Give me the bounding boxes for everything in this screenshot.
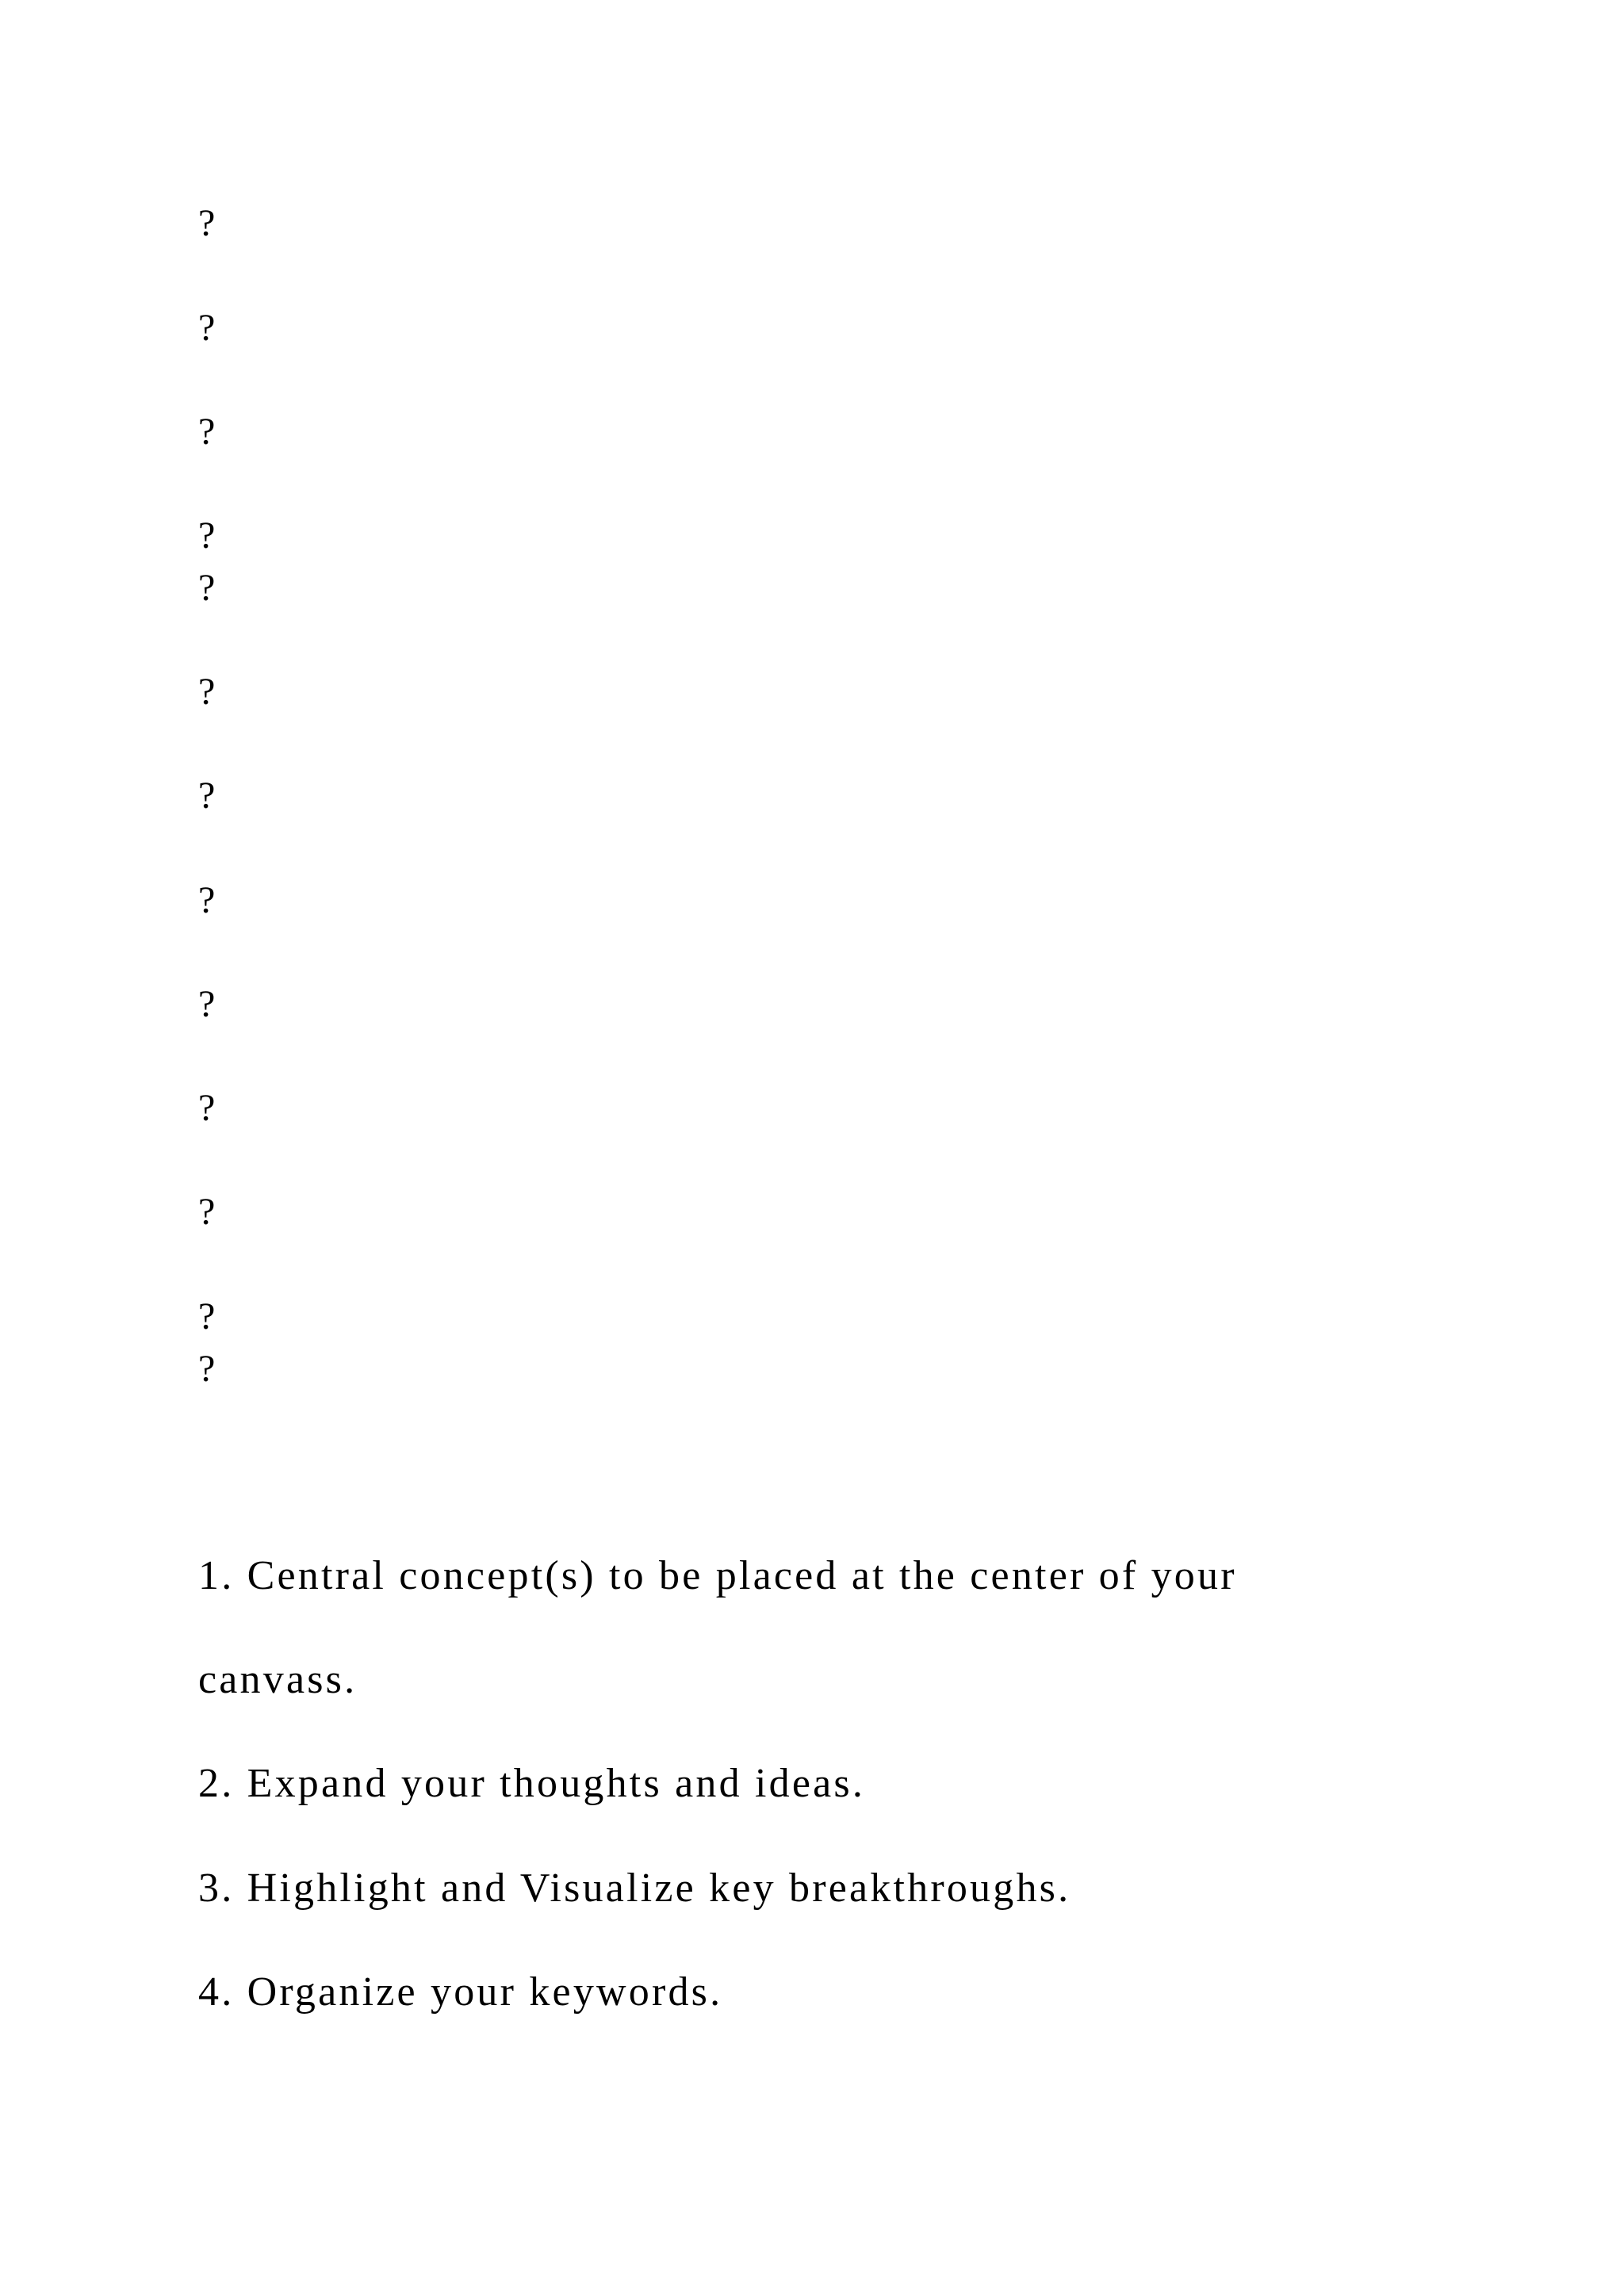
bullet-mark: ? — [198, 1295, 216, 1337]
bullet-mark: ? — [198, 515, 216, 557]
bullet-mark: ? — [198, 202, 216, 244]
bullet-mark: ? — [198, 671, 216, 713]
bullet-mark: ? — [198, 879, 216, 921]
instruction-line: 1. Central concept(s) to be placed at the center of your — [198, 1553, 1237, 1598]
bullet-mark: ? — [198, 1087, 216, 1129]
bullet-mark: ? — [198, 411, 216, 453]
bullet-mark: ? — [198, 1191, 216, 1233]
instruction-line: 2. Expand your thoughts and ideas. — [198, 1761, 866, 1806]
bullet-mark: ? — [198, 775, 216, 817]
bullet-mark: ? — [198, 1348, 216, 1390]
bullet-mark: ? — [198, 567, 216, 609]
bullet-mark: ? — [198, 307, 216, 349]
instruction-line: canvass. — [198, 1657, 358, 1702]
bullet-mark: ? — [198, 983, 216, 1025]
instruction-line: 4. Organize your keywords. — [198, 1969, 723, 2015]
instruction-line: 3. Highlight and Visualize key breakthroughs. — [198, 1866, 1071, 1911]
